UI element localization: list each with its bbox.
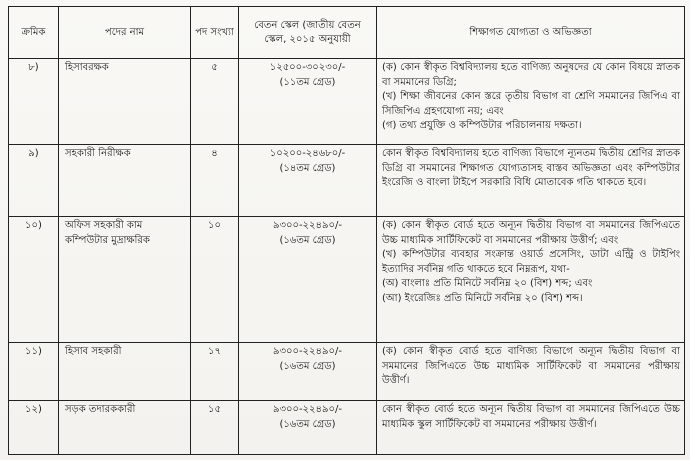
pay-range: ৯৩০০-২২৪৯০/- <box>272 346 343 357</box>
row-qualification <box>377 401 685 455</box>
row-post-name: সহকারী নিরীক্ষক <box>59 145 191 217</box>
pay-grade: (১৬তম গ্রেড) <box>279 418 336 430</box>
row-pay-scale <box>239 343 377 401</box>
qualification-item: (খ) কম্পিউটার ব্যবহার সংক্রান্ত ওয়ার্ড প্রসেসিং, ডাটা এন্ট্রি ও টাইপিং ইত্যাদির সর্বনিম্ন গতি থাকতে হবে নিম্নরূপ, যথা- <box>382 249 680 275</box>
row-qualification <box>377 59 685 145</box>
row-post-count: ৫ <box>191 59 239 145</box>
pay-grade: (১৬তম গ্রেড) <box>279 234 336 246</box>
row-serial: ১০) <box>9 217 59 343</box>
row-qualification <box>377 217 685 343</box>
qualification-item: কোন স্বীকৃত বিশ্ববিদ্যালয় হতে বাণিজ্য বিভাগে ন্যূনতম দ্বিতীয় শ্রেণির স্নাতক ডিগ্রি বা সমমানের শিক্ষাগত যোগ্যতাসহ বাস্তব অভিজ্ঞতা এবং কম্পিউটার ইংরেজি ও বাংলা টাইপে সরকারি বিধি মোতাবেক গতি থাকতে হবে। <box>382 148 680 188</box>
qualification-item: (ক) কোন স্বীকৃত বোর্ড হতে অন্যূন দ্বিতীয় বিভাগ বা সমমানের জিপিএতে উচ্চ মাধ্যমিক সার্টিফিকেট বা সমমানের পরীক্ষায় উত্তীর্ণ; এবং <box>382 220 680 246</box>
pay-range: ১২৫০০-৩০২৩০/- <box>269 62 346 73</box>
qualification-item: (আ) ইংরেজিঃ প্রতি মিনিটে সর্বনিম্ন ২০ (বিশ) শব্দ। <box>382 292 583 304</box>
pay-range: ১০২০০-২৪৬৮০/- <box>269 148 346 159</box>
row-qualification <box>377 145 685 217</box>
row-pay-scale <box>239 217 377 343</box>
table-row <box>9 59 685 145</box>
row-serial: ৯) <box>9 145 59 217</box>
pay-grade: (১১তম গ্রেড) <box>279 76 336 88</box>
header-post-count: পদ সংখ্যা <box>191 7 239 59</box>
header-serial: ক্রমিক <box>9 7 59 59</box>
row-post-name: অফিস সহকারী কাম কম্পিউটার মুদ্রাক্ষরিক <box>59 217 191 343</box>
row-post-name: হিসাব সহকারী <box>59 343 191 401</box>
row-post-count: ১৭ <box>191 343 239 401</box>
row-pay-scale <box>239 59 377 145</box>
header-row <box>9 7 685 59</box>
row-pay-scale <box>239 401 377 455</box>
row-post-name: হিসাবরক্ষক <box>59 59 191 145</box>
row-post-name: সড়ক তদারককারী <box>59 401 191 455</box>
pay-grade: (১৪তম গ্রেড) <box>279 162 336 174</box>
row-post-count: ৪ <box>191 145 239 217</box>
recruitment-table <box>8 6 685 455</box>
pay-grade: (১৬তম গ্রেড) <box>279 360 336 372</box>
table-row <box>9 217 685 343</box>
row-qualification <box>377 343 685 401</box>
row-serial: ৮) <box>9 59 59 145</box>
table-row <box>9 401 685 455</box>
table-row <box>9 145 685 217</box>
qualification-item: (অ) বাংলাঃ প্রতি মিনিটে সর্বনিম্ন ২০ (বিশ) শব্দ; এবং <box>382 278 593 289</box>
row-serial: ১১) <box>9 343 59 401</box>
qualification-item: কোন স্বীকৃত বোর্ড হতে অন্যূন দ্বিতীয় বিভাগ বা সমমানের জিপিএতে উচ্চ মাধ্যমিক স্কুল সার্টিফিকেট বা সমমানের পরীক্ষায় উত্তীর্ণ। <box>382 404 680 430</box>
qualification-item: (ক) কোন স্বীকৃত বিশ্ববিদ্যালয় হতে বাণিজ্য অনুষদের যে কোন বিষয়ে স্নাতক বা সমমানের ডিগ্রি; <box>382 62 680 88</box>
row-serial: ১২) <box>9 401 59 455</box>
row-pay-scale <box>239 145 377 217</box>
table-row <box>9 343 685 401</box>
qualification-item: (খ) শিক্ষা জীবনের কোন স্তরে তৃতীয় বিভাগ বা শ্রেণি সমমানের জিপিএ বা সিজিপিএ গ্রহণযোগ্য নয়; এবং <box>382 91 680 117</box>
qualification-item: (ক) কোন স্বীকৃত বোর্ড হতে বাণিজ্য বিভাগে অন্যূন দ্বিতীয় বিভাগ বা সমমানের জিপিএতে উচ্চ মাধ্যমিক সার্টিফিকেট বা সমমানের পরীক্ষায় উত্তীর্ণ। <box>382 346 680 386</box>
header-qualification: শিক্ষাগত যোগ্যতা ও অভিজ্ঞতা <box>377 7 685 59</box>
pay-range: ৯৩০০-২২৪৯০/- <box>272 220 343 231</box>
pay-range: ৯৩০০-২২৪৯০/- <box>272 404 343 415</box>
row-post-count: ১৫ <box>191 401 239 455</box>
row-post-count: ১০ <box>191 217 239 343</box>
header-pay-scale: বেতন স্কেল (জাতীয় বেতন স্কেল, ২০১৫ অনুযায়ী <box>239 7 377 59</box>
header-post-name: পদের নাম <box>59 7 191 59</box>
qualification-item: (গ) তথ্য প্রযুক্তি ও কম্পিউটার পরিচালনায় দক্ষতা। <box>382 120 582 131</box>
